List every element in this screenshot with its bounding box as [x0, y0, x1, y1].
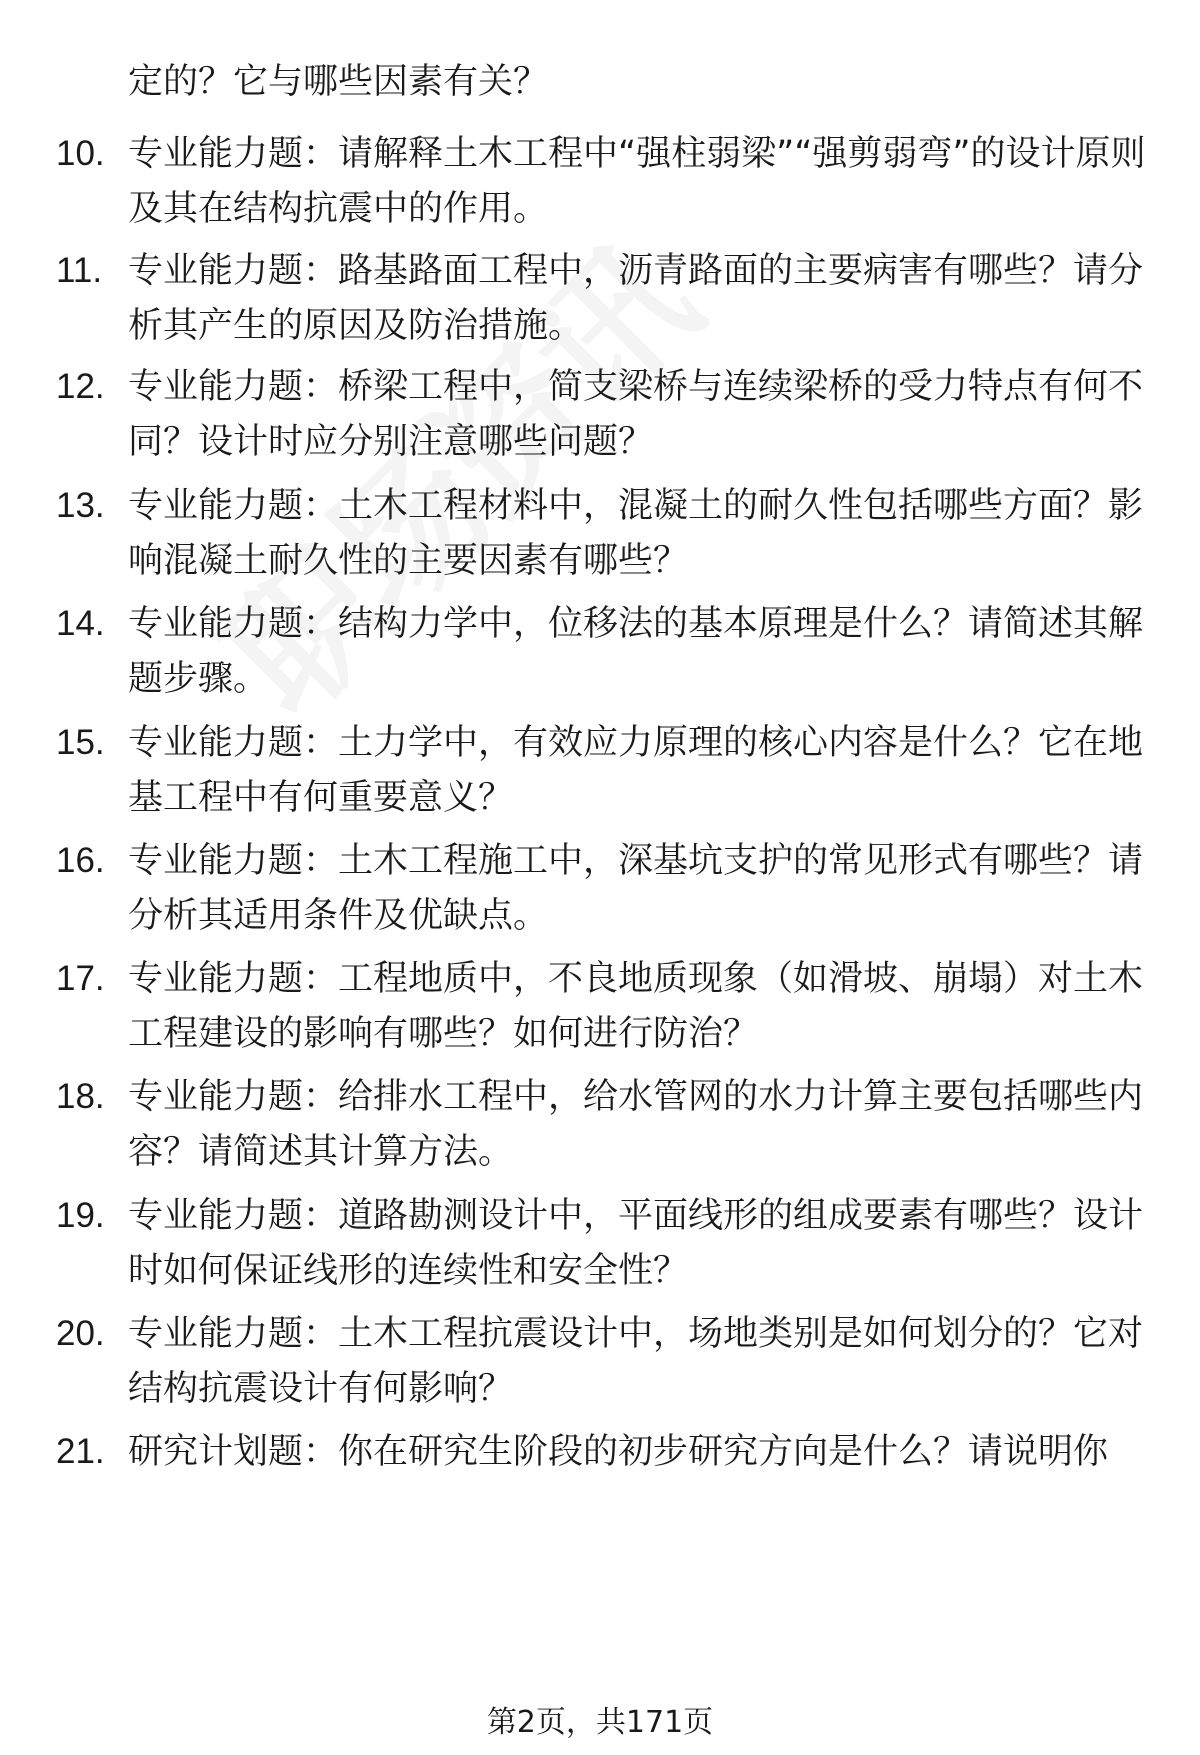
item-number: 13. — [56, 486, 105, 525]
item-number: 11. — [56, 251, 103, 290]
item-text: 专业能力题：给排水工程中，给水管网的水力计算主要包括哪些内容？请简述其计算方法。 — [128, 1077, 1144, 1172]
item-text: 专业能力题：土木工程材料中，混凝土的耐久性包括哪些方面？影响混凝土耐久性的主要因素有哪些？ — [128, 486, 1144, 581]
item-number: 15. — [56, 723, 105, 762]
item-text: 专业能力题：请解释土木工程中“强柱弱梁”“强剪弱弯”的设计原则及其在结构抗震中的作用。 — [128, 134, 1146, 229]
item-number: 21. — [56, 1432, 105, 1471]
item-number: 12. — [56, 367, 105, 406]
item-number: 17. — [56, 959, 105, 998]
item-number: 19. — [56, 1196, 105, 1235]
item-number: 16. — [56, 841, 105, 880]
item-text: 专业能力题：道路勘测设计中，平面线形的组成要素有哪些？设计时如何保证线形的连续性和安全性？ — [128, 1196, 1144, 1291]
item-text: 专业能力题：路基路面工程中，沥青路面的主要病害有哪些？请分析其产生的原因及防治措施。 — [128, 251, 1144, 346]
item-text: 专业能力题：土力学中，有效应力原理的核心内容是什么？它在地基工程中有何重要意义？ — [128, 723, 1144, 818]
continuation-text: 定的？它与哪些因素有关？ — [128, 62, 549, 102]
item-number: 18. — [56, 1077, 105, 1116]
page-number-footer: 第2页，共171页 — [486, 1705, 714, 1740]
item-text: 专业能力题：桥梁工程中，简支梁桥与连续梁桥的受力特点有何不同？设计时应分别注意哪些问题？ — [128, 367, 1144, 462]
item-text: 专业能力题：结构力学中，位移法的基本原理是什么？请简述其解题步骤。 — [128, 604, 1144, 699]
item-number: 14. — [56, 604, 105, 643]
item-number: 10. — [56, 134, 105, 173]
item-text: 专业能力题：土木工程施工中，深基坑支护的常见形式有哪些？请分析其适用条件及优缺点。 — [128, 841, 1144, 936]
item-text: 专业能力题：土木工程抗震设计中，场地类别是如何划分的？它对结构抗震设计有何影响？ — [128, 1314, 1144, 1409]
item-text: 专业能力题：工程地质中，不良地质现象（如滑坡、崩塌）对土木工程建设的影响有哪些？如何进行防治？ — [128, 959, 1144, 1054]
item-text: 研究计划题：你在研究生阶段的初步研究方向是什么？请说明你 — [128, 1432, 1109, 1472]
item-number: 20. — [56, 1314, 105, 1353]
